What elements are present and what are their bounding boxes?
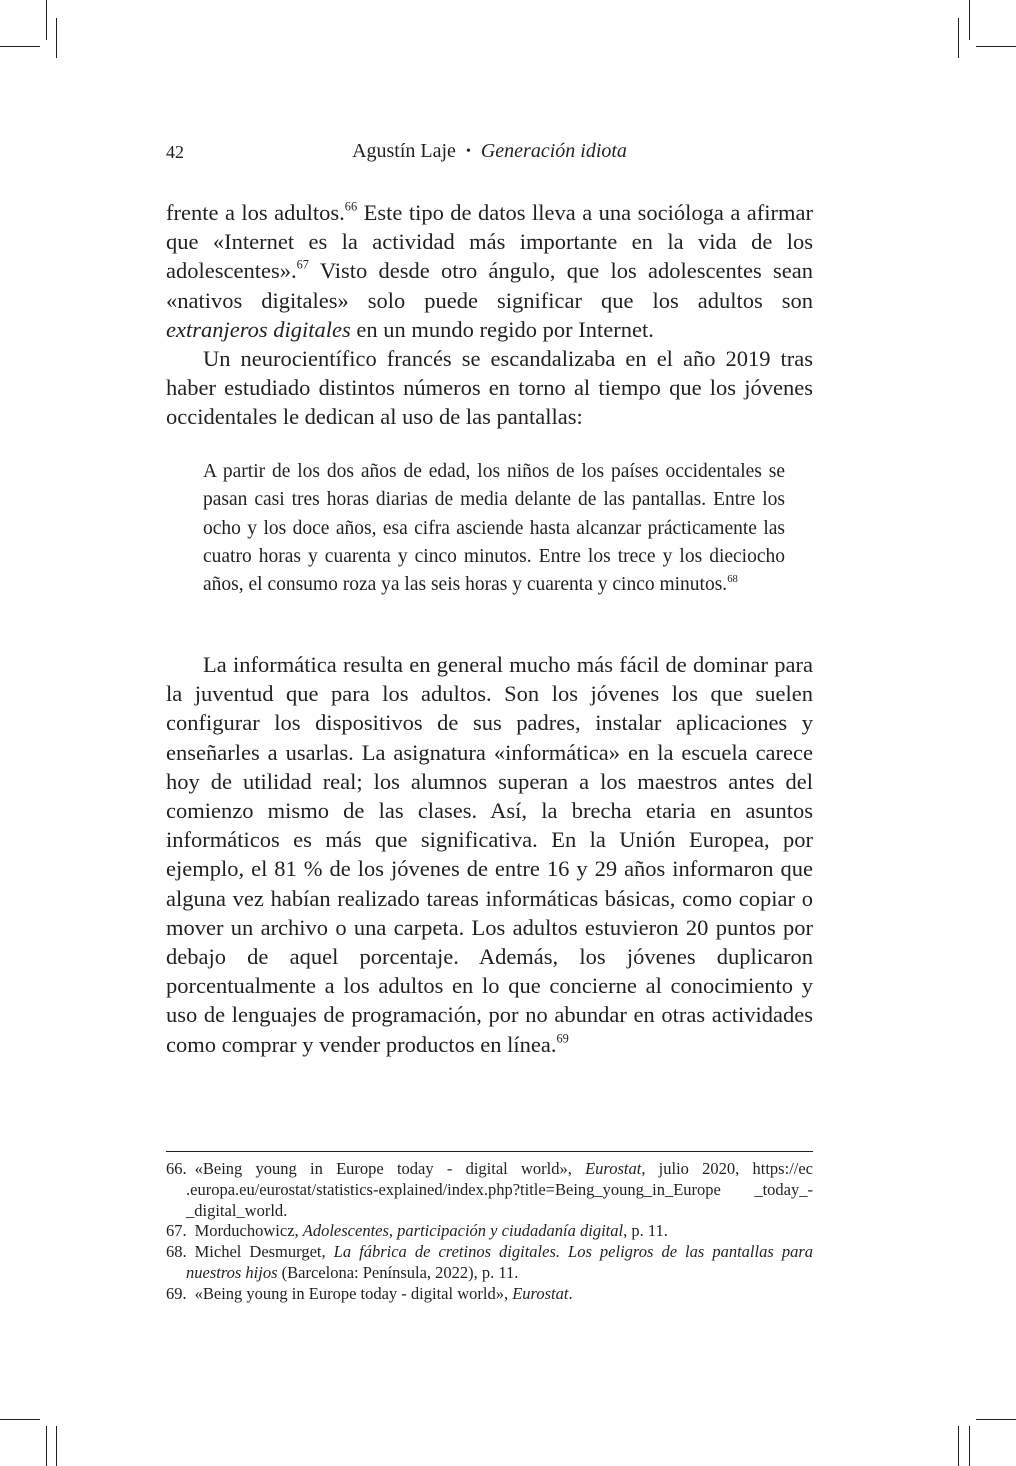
text-run: Este tipo de datos lleva a una socióloga a afirmar que «Internet es la actividad más importante en la vida de los adolescentes». — [166, 200, 813, 284]
crop-mark — [958, 18, 959, 58]
book-title: Generación idiota — [480, 140, 627, 162]
footnote-divider — [166, 1151, 813, 1152]
footnote-number: 68. — [166, 1242, 187, 1262]
footnote-emphasis: Eurostat — [512, 1283, 569, 1303]
quote-paragraph — [203, 458, 785, 599]
footnote-text: , p. 11. — [623, 1221, 668, 1241]
running-title — [166, 140, 813, 163]
body-text-bottom — [166, 650, 813, 1059]
footnote-ref[interactable]: 66 — [344, 199, 358, 214]
footnote-text: Michel Desmurget, — [194, 1242, 334, 1262]
paragraph — [166, 198, 813, 344]
crop-mark — [958, 1426, 959, 1466]
paragraph — [166, 650, 813, 1059]
author-name: Agustín Laje — [352, 140, 456, 162]
footnote-ref[interactable]: 69 — [556, 1031, 569, 1046]
footnote-emphasis: Adolescentes, participación y ciudadanía digital — [302, 1221, 624, 1241]
footnote-number: 66. — [166, 1159, 187, 1178]
crop-mark — [969, 0, 970, 40]
footnote — [166, 1242, 813, 1284]
text-run: frente a los adultos. — [166, 200, 345, 225]
footnote-text: . — [568, 1283, 573, 1303]
text-run: Visto desde otro ángulo, que los adolescentes sean «nativos digitales» solo puede significar que los adultos son — [166, 258, 813, 313]
footnote-text: Morduchowicz, — [194, 1221, 303, 1241]
crop-mark — [56, 18, 57, 58]
footnote-emphasis: La fábrica de cretinos digitales. Los peligros de las pantallas para nuestros hijos — [186, 1242, 813, 1282]
crop-mark — [976, 1419, 1016, 1420]
page-number: 42 — [166, 142, 184, 162]
header-separator: • — [465, 144, 471, 159]
crop-mark — [46, 1426, 47, 1466]
footnote — [166, 1284, 813, 1305]
footnote-number: 69. — [166, 1283, 187, 1303]
footnote-ref[interactable]: 67 — [296, 258, 309, 273]
footnote-ref[interactable]: 68 — [727, 573, 738, 586]
footnotes — [166, 1159, 813, 1305]
running-header — [166, 140, 813, 170]
text-run: en un mundo regido por Internet. — [350, 316, 654, 342]
crop-mark — [0, 46, 40, 47]
crop-mark — [46, 0, 47, 40]
block-quote — [203, 458, 785, 599]
footnote-emphasis: Eurostat — [585, 1159, 642, 1178]
crop-mark — [56, 1426, 57, 1466]
footnote-number: 67. — [166, 1221, 187, 1241]
footnote-text: «Being young in Europe today - digital world», — [194, 1159, 586, 1178]
crop-mark — [969, 1426, 970, 1466]
body-text-top — [166, 198, 813, 432]
footnote — [166, 1221, 813, 1242]
footnote-text: , julio 2020, https://ec .europa.eu/eurostat/statistics-explained/index.php?title=Being_young_in_Europe _today_-_digital_world. — [186, 1159, 814, 1220]
emphasis-text: extranjeros digitales — [166, 316, 351, 342]
quote-text: A partir de los dos años de edad, los niños de los países occidentales se pasan casi tres horas diarias de media delante de las pantallas. Entre los ocho y los doce años, esa cifra asciende hasta alcanzar prácticamente las cuatro horas y cuarenta y cinco minutos. Entre los trece y los dieciocho años, el consumo roza ya las seis horas y cuarenta y cinco minutos. — [203, 461, 785, 596]
footnote-text: (Barcelona: Península, 2022), p. 11. — [277, 1262, 519, 1282]
crop-mark — [0, 1419, 40, 1420]
crop-mark — [976, 46, 1016, 47]
text-run: La informática resulta en general mucho más fácil de dominar para la juventud que para los adultos. Son los jóvenes los que suelen configurar los dispositivos de sus padres, instalar aplicaciones y enseñarles a usarlas. La asignatura «informática» en la escuela carece hoy de utilidad real; los alumnos superan a los maestros antes del comienzo mismo de las clases. Así, la brecha etaria en asuntos informáticos es más que significativa. En la Unión Europea, por ejemplo, el 81 % de los jóvenes de entre 16 y 29 años informaron que alguna vez habían realizado tareas informáticas básicas, como copiar o mover un archivo o una carpeta. Los adultos estuvieron 20 puntos por debajo de aquel porcentaje. Además, los jóvenes duplicaron porcentualmente a los adultos en lo que concierne al conocimiento y uso de lenguajes de programación, por no abundar en otras actividades como comprar y vender productos en línea. — [166, 652, 813, 1057]
footnote — [166, 1159, 813, 1221]
paragraph: Un neurocientífico francés se escandalizaba en el año 2019 tras haber estudiado distintos números en torno al tiempo que los jóvenes occidentales le dedican al uso de las pantallas: — [166, 346, 813, 430]
footnote-text: «Being young in Europe today - digital world», — [194, 1283, 513, 1303]
